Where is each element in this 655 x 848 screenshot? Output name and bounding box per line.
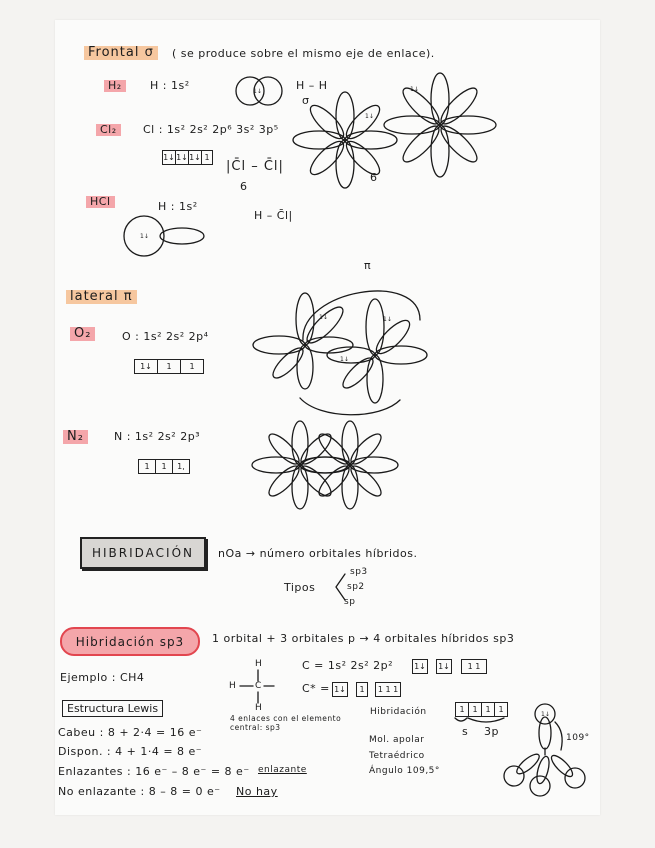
cl2-sigma-label: 6 xyxy=(240,180,248,193)
orbital-box: 1↓ xyxy=(334,685,346,694)
c-boxes-ground-2p xyxy=(461,659,487,674)
s-label: s xyxy=(462,725,469,738)
calc-line-2: Dispon. : 4 + 1·4 = 8 e⁻ xyxy=(58,745,203,758)
h2-sigma: σ xyxy=(302,94,310,107)
c-config: C = 1s² 2s² 2p² xyxy=(302,659,394,672)
cl2-orbital-sigma: 6 xyxy=(370,171,378,184)
orbital-box: 1 xyxy=(158,360,181,373)
h2-label: H₂ xyxy=(104,80,126,92)
svg-text:1↓: 1↓ xyxy=(365,113,374,120)
orbital-box: 1↓ xyxy=(414,662,426,671)
calc-line-3: Enlazantes : 16 e⁻ – 8 e⁻ = 8 e⁻ xyxy=(58,765,250,778)
ch4-h-top: H xyxy=(255,659,263,669)
orbital-box: 1 xyxy=(498,705,504,714)
o2-orbital-boxes xyxy=(134,359,204,374)
svg-text:1↓: 1↓ xyxy=(253,88,262,95)
ejemplo-label: Ejemplo : CH4 xyxy=(60,671,145,684)
geom-apolar: Mol. apolar xyxy=(369,735,425,745)
orbital-box: 1↓ xyxy=(163,153,175,162)
orbital-box: 1 xyxy=(482,703,495,716)
c-boxes-ground xyxy=(412,659,428,674)
svg-text:1↓: 1↓ xyxy=(410,86,419,93)
ch4-c: C xyxy=(255,681,262,691)
o2-label: O₂ xyxy=(70,327,95,341)
svg-text:1↓: 1↓ xyxy=(340,356,349,363)
svg-text:1↓: 1↓ xyxy=(541,711,550,718)
p-label: 3p xyxy=(484,725,499,738)
svg-text:1↓: 1↓ xyxy=(319,314,328,321)
hibridacion-title: HIBRIDACIÓN xyxy=(80,537,206,569)
ch4-h-bottom: H xyxy=(255,703,263,713)
svg-text:1↓: 1↓ xyxy=(140,233,149,240)
tipo-sp: sp xyxy=(344,597,356,607)
orbital-box: 1 1 1 xyxy=(377,685,399,694)
orbital-box: 1↓ xyxy=(176,153,188,162)
o2-config: O : 1s² 2s² 2p⁴ xyxy=(122,330,209,343)
n2-orbital-boxes xyxy=(138,459,190,474)
hibridacion-formula: nOa → número orbitales híbridos. xyxy=(218,547,418,560)
lateral-title: lateral π xyxy=(66,290,137,304)
n2-config: N : 1s² 2s² 2p³ xyxy=(114,430,201,443)
geom-angulo: Ángulo 109,5° xyxy=(369,766,440,776)
notebook-page xyxy=(55,20,600,815)
orbital-box: 1↓ xyxy=(135,360,158,373)
n2-label: N₂ xyxy=(63,430,88,444)
orbital-box: 1↓ xyxy=(189,153,201,162)
hibridacion-label: Hibridación xyxy=(370,707,427,717)
frontal-title: Frontal σ xyxy=(84,46,158,60)
cl2-config: Cl : 1s² 2s² 2p⁶ 3s² 3p⁵ xyxy=(143,123,279,136)
tipo-sp2: sp2 xyxy=(347,582,365,592)
ch4-h-left: H xyxy=(229,681,237,691)
sp3-rule: 1 orbital + 3 orbitales p → 4 orbitales híbridos sp3 xyxy=(212,632,515,645)
hybrid-boxes xyxy=(455,702,508,717)
lewis-title: Estructura Lewis xyxy=(62,700,163,717)
orbital-box: 1 xyxy=(204,153,210,162)
orbital-box: 1 xyxy=(469,703,482,716)
h2-config: H : 1s² xyxy=(150,79,190,92)
orbital-box: 1 1 xyxy=(467,662,481,671)
tetra-angle: 109° xyxy=(566,733,590,743)
tipos-label: Tipos xyxy=(284,581,316,594)
calc-line-1: Cabeu : 8 + 2·4 = 16 e⁻ xyxy=(58,726,203,739)
hcl-label: HCl xyxy=(86,196,115,208)
c-boxes-ground-2s xyxy=(436,659,452,674)
geom-tetraedrico: Tetraédrico xyxy=(369,751,425,761)
orbital-box: 1↓ xyxy=(438,662,450,671)
no-hay: No hay xyxy=(236,785,278,798)
enlazante-tag: enlazante xyxy=(258,765,307,775)
c-star-boxes-2s xyxy=(356,682,368,697)
h2-bond: H – H xyxy=(296,79,328,92)
cl2-lewis: |C̄l – C̄l| xyxy=(226,159,284,174)
orbital-box: 1 xyxy=(189,362,195,371)
orbital-box: 1 xyxy=(156,460,173,473)
orbital-box: 1 xyxy=(139,460,156,473)
sp3-title: Hibridación sp3 xyxy=(60,627,200,656)
c-star-boxes-1s xyxy=(332,682,348,697)
hcl-config: H : 1s² xyxy=(158,200,198,213)
pi-label: π xyxy=(364,259,372,272)
cl2-label: Cl₂ xyxy=(96,124,121,136)
cl2-orbital-boxes xyxy=(162,150,213,165)
svg-text:1↓: 1↓ xyxy=(383,316,392,323)
hcl-lewis: H – C̄l| xyxy=(254,209,293,222)
orbital-box: 1 xyxy=(456,703,469,716)
orbital-box: 1 xyxy=(359,685,365,694)
ch4-note: 4 enlaces con el elemento central: sp3 xyxy=(230,714,342,732)
calc-line-4: No enlazante : 8 – 8 = 0 e⁻ xyxy=(58,785,221,798)
c-star-boxes-2p xyxy=(375,682,401,697)
frontal-note: ( se produce sobre el mismo eje de enlace). xyxy=(172,47,435,60)
orbital-box: 1, xyxy=(177,462,185,471)
c-star-label: C* = xyxy=(302,682,330,695)
tipo-sp3: sp3 xyxy=(350,567,368,577)
